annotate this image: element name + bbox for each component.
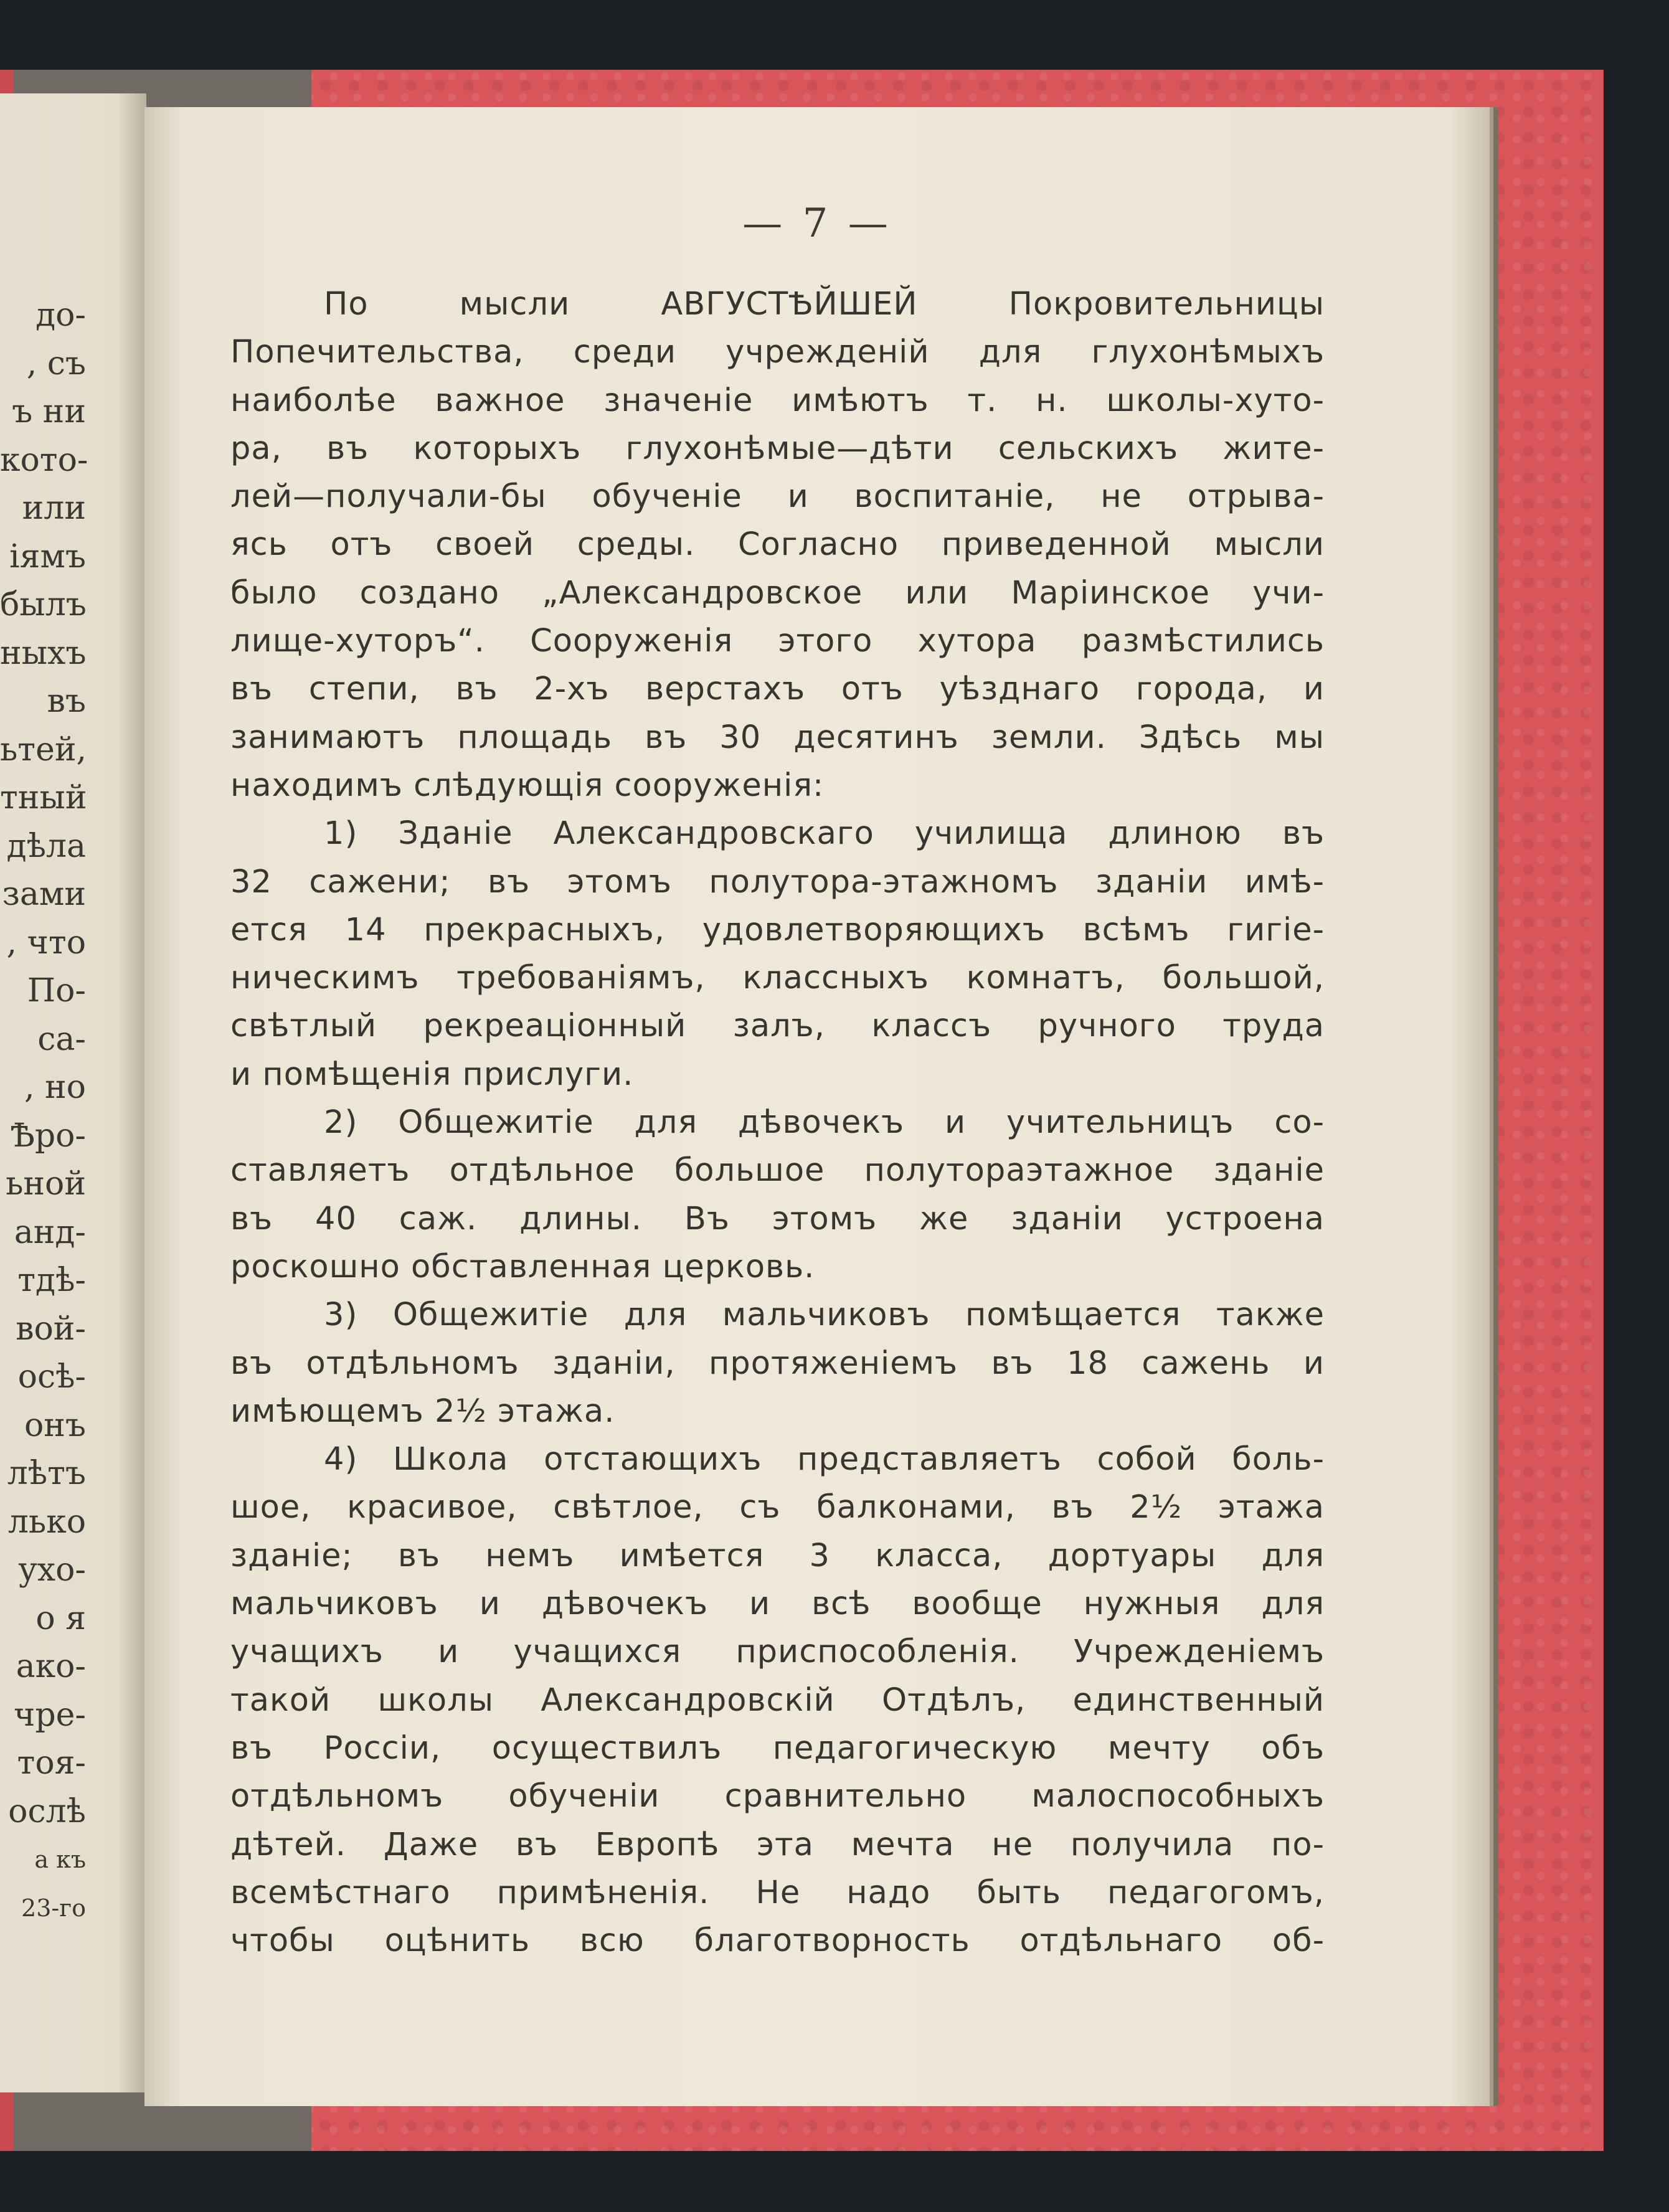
text-line: Попечительства, среди учрежденій для глухонѣмыхъ xyxy=(230,334,1325,371)
text-line: свѣтлый рекреаціонный залъ, классъ ручного труда xyxy=(230,1008,1325,1045)
text-line: было создано „Александровское или Маріинское учи- xyxy=(230,574,1325,612)
text-line: такой школы Александровскій Отдѣлъ, единственный xyxy=(230,1681,1325,1719)
previous-page-text xyxy=(0,93,86,1932)
previous-page-fragment: Ѣро- xyxy=(10,1117,86,1155)
previous-page-fragment: , что xyxy=(6,924,86,962)
text-line: 4) Школа отстающихъ представляетъ собой боль- xyxy=(324,1441,1325,1478)
text-line: въ Россіи, осуществилъ педагогическую мечту объ xyxy=(230,1729,1325,1767)
text-line: имѣющемъ 2½ этажа. xyxy=(230,1392,615,1430)
previous-page-fragment: тоя- xyxy=(17,1744,86,1782)
text-line: ра, въ которыхъ глухонѣмые—дѣти сельскихъ жите- xyxy=(230,430,1325,467)
text-line: лище-хуторъ“. Сооруженія этого хутора размѣстились xyxy=(230,623,1325,660)
text-line: въ отдѣльномъ зданіи, протяженіемъ въ 18 сажень и xyxy=(230,1345,1325,1382)
previous-page-fragment: зами xyxy=(2,876,86,913)
previous-page-fragment: са- xyxy=(37,1020,86,1058)
text-line: По мысли АВГУСТѢЙШЕЙ Покровительницы xyxy=(324,286,1325,323)
page-body-text xyxy=(230,280,1325,1965)
previous-page-fragment: до- xyxy=(35,296,86,334)
previous-page-fragment: дѣла xyxy=(6,827,86,865)
previous-page-fragment: іямъ xyxy=(9,537,86,575)
text-line: всемѣстнаго примѣненія. Не надо быть педагогомъ, xyxy=(230,1874,1325,1911)
previous-page-fragment: ако- xyxy=(16,1648,86,1685)
text-line: находимъ слѣдующія сооруженія: xyxy=(230,767,825,804)
previous-page-fragment: ьтей, xyxy=(0,730,87,768)
text-line: роскошно обставленная церковь. xyxy=(230,1248,815,1285)
previous-page-fragment: или xyxy=(22,489,86,527)
previous-page-fragment: , съ xyxy=(26,344,86,382)
text-line: ставляетъ отдѣльное большое полутораэтажное зданіе xyxy=(230,1152,1325,1189)
text-line: дѣтей. Даже въ Европѣ эта мечта не получила по- xyxy=(230,1826,1325,1863)
text-line: зданіе; въ немъ имѣется 3 класса, дортуары для xyxy=(230,1537,1325,1574)
text-line: ясь отъ своей среды. Согласно приведенной мысли xyxy=(230,526,1325,564)
previous-page-fragment: тдѣ- xyxy=(17,1262,86,1299)
text-line: и помѣщенія прислуги. xyxy=(230,1056,634,1093)
previous-page-fragment: лѣтъ xyxy=(7,1455,86,1492)
previous-page-fragment: лько xyxy=(7,1503,86,1541)
previous-page xyxy=(0,93,146,2092)
text-line: отдѣльномъ обученіи сравнительно малоспособныхъ xyxy=(230,1778,1325,1815)
previous-page-fragment: ныхъ xyxy=(0,634,87,672)
previous-page-fragment: ьной xyxy=(6,1165,86,1203)
text-line: въ 40 саж. длины. Въ этомъ же зданіи устроена xyxy=(230,1200,1325,1237)
previous-page-fragment: , но xyxy=(24,1069,86,1106)
previous-page-fragment: 23-го xyxy=(21,1894,86,1922)
text-line: учащихъ и учащихся приспособленія. Учрежденіемъ xyxy=(230,1633,1325,1671)
text-line: лей—получали-бы обученіе и воспитаніе, не отрыва- xyxy=(230,478,1325,516)
previous-page-fragment: По- xyxy=(27,972,86,1009)
previous-page-fragment: а къ xyxy=(34,1846,86,1873)
text-line: 2) Общежитіе для дѣвочекъ и учительницъ со- xyxy=(324,1104,1325,1141)
previous-page-fragment: о я xyxy=(35,1599,86,1637)
text-line: занимаютъ площадь въ 30 десятинъ земли. Здѣсь мы xyxy=(230,719,1325,756)
previous-page-fragment: въ xyxy=(47,683,86,720)
book-page xyxy=(144,107,1490,2106)
text-line: ется 14 прекрасныхъ, удовлетворяющихъ всѣмъ гигіе- xyxy=(230,911,1325,948)
page-number: — 7 — xyxy=(742,201,892,247)
previous-page-fragment: былъ xyxy=(0,586,87,623)
text-line: чтобы оцѣнить всю благотворность отдѣльнаго об- xyxy=(230,1922,1325,1960)
previous-page-fragment: ухо- xyxy=(18,1551,86,1589)
previous-page-fragment: ослѣ xyxy=(8,1792,86,1830)
previous-page-fragment: ъ ни xyxy=(12,393,86,430)
text-line: въ степи, въ 2-хъ верстахъ отъ уѣзднаго города, и xyxy=(230,671,1325,708)
previous-page-fragment: кото- xyxy=(0,441,88,479)
text-line: шое, красивое, свѣтлое, съ балконами, въ 2½ этажа xyxy=(230,1489,1325,1526)
previous-page-fragment: вой- xyxy=(16,1310,86,1348)
text-line: наиболѣе важное значеніе имѣютъ т. н. школы-хуто- xyxy=(230,382,1325,419)
previous-page-fragment: тный xyxy=(0,779,87,816)
text-line: 32 сажени; въ этомъ полутора-этажномъ зданіи имѣ- xyxy=(230,863,1325,900)
text-line: 1) Зданіе Александровскаго училища длиною въ xyxy=(324,815,1325,853)
text-line: 3) Общежитіе для мальчиковъ помѣщается также xyxy=(324,1297,1325,1334)
text-line: мальчиковъ и дѣвочекъ и всѣ вообще нужныя для xyxy=(230,1586,1325,1623)
previous-page-fragment: осѣ- xyxy=(17,1358,86,1396)
previous-page-fragment: чре- xyxy=(13,1696,86,1734)
previous-page-fragment: онъ xyxy=(24,1406,86,1444)
previous-page-fragment: анд- xyxy=(14,1213,86,1251)
text-line: ническимъ требованіямъ, классныхъ комнатъ, большой, xyxy=(230,960,1325,997)
